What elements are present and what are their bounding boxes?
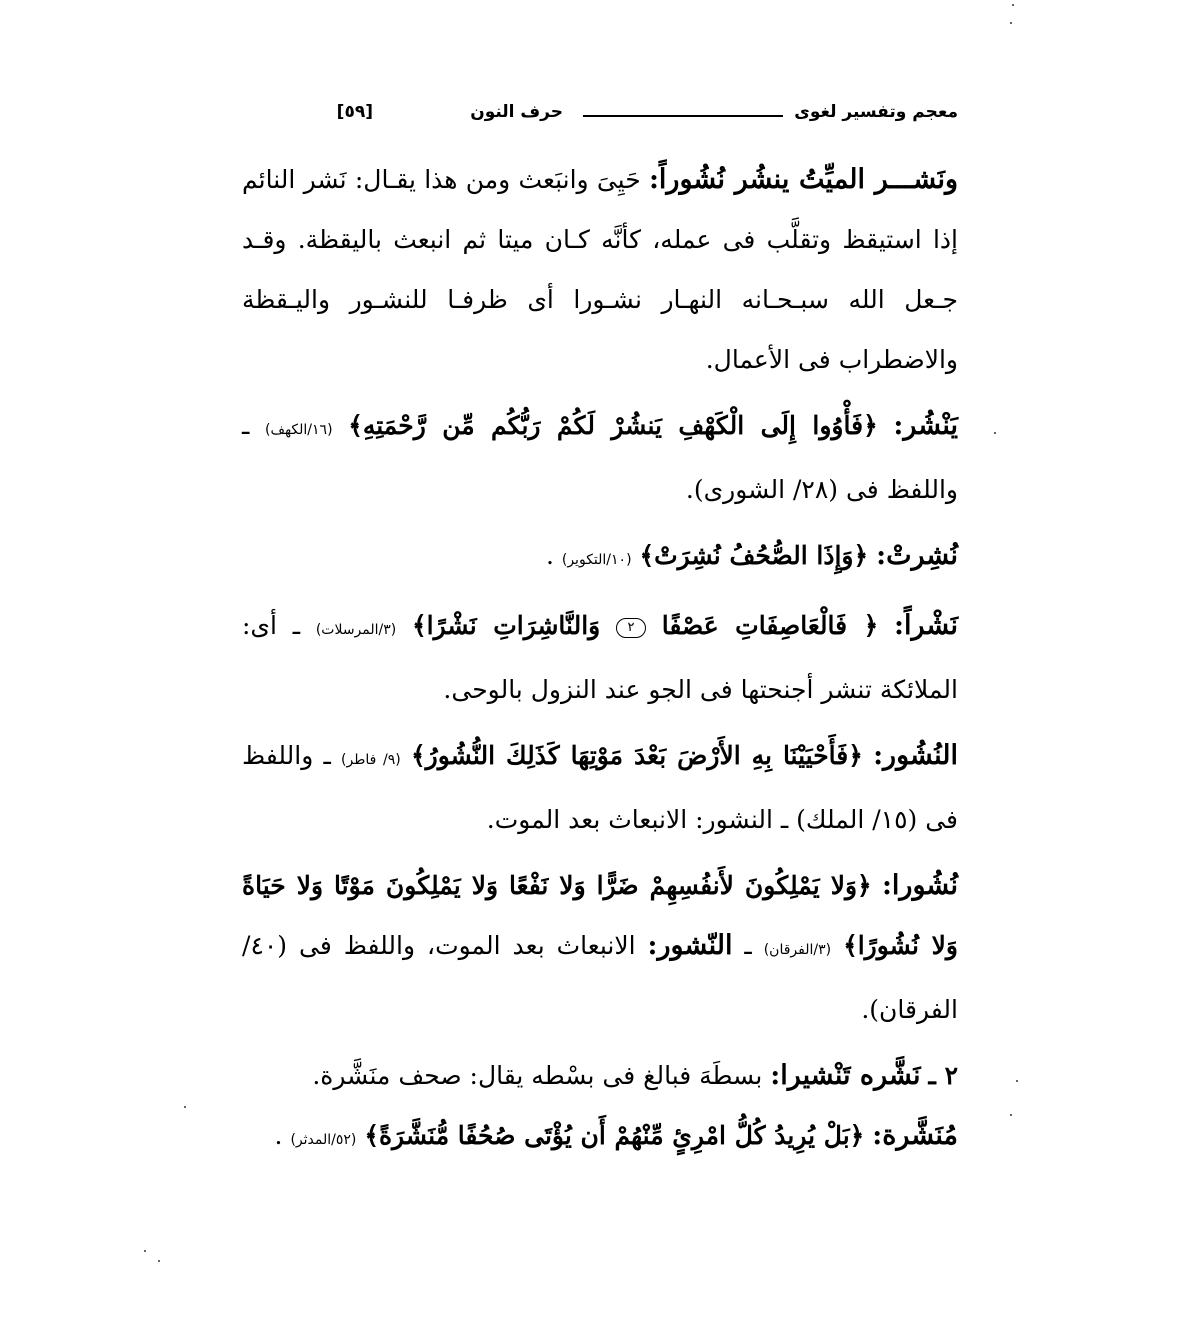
verse-reference: (٣/الفرقان) xyxy=(763,942,832,958)
definition: بسطَهَ فبالغ فى بسْطه يقال: صحف منَشَّرة. xyxy=(312,1061,763,1090)
quran-verse: ﴿فَأْوُوا إِلَى الْكَهْفِ يَنشُرْ لَكُمْ رَبُّكُم مِّن رَّحْمَتِهِ﴾ xyxy=(348,411,878,440)
page-body xyxy=(242,150,958,1170)
quran-verse: ﴿فَأَحْيَيْنَا بِهِ الأَرْضَ بَعْدَ مَوْتِهَا كَذَلِكَ النُّشُورُ﴾ xyxy=(410,741,863,770)
quran-verse: ﴿وَإِذَا الصُّحُفُ نُشِرَتْ﴾ xyxy=(639,541,869,570)
paragraph-nashran xyxy=(242,596,958,720)
paragraph-alnushur xyxy=(242,726,958,850)
scan-speck xyxy=(994,432,996,434)
headword: نُشُورا: xyxy=(881,870,958,901)
verse-reference: (٣/المرسلات) xyxy=(315,622,397,638)
entry-number: ٢ ـ xyxy=(928,1061,958,1090)
page-number: [٥٩] xyxy=(336,102,373,122)
paragraph-yanshur xyxy=(242,396,958,520)
verse-reference: (٥٢/المدثر) xyxy=(290,1132,357,1148)
scan-speck xyxy=(1012,4,1014,6)
paragraph-nashsharahu xyxy=(242,1046,958,1106)
verse-reference: (٩/ فاطر) xyxy=(341,752,401,768)
quran-verse: ﴿ فَالْعَاصِفَاتِ عَصْفًا xyxy=(661,611,879,640)
definition: ـ واللفظ فى (١٥/ الملك) ـ النشور: الانبعاث بعد الموت. xyxy=(242,741,958,834)
definition: الانبعاث بعد الموت، واللفظ فى (٤٠/ الفرقان). xyxy=(242,931,958,1024)
quran-verse: ﴿بَلْ يُرِيدُ كُلُّ امْرِئٍ مِّنْهُمْ أَن يُؤْتَى صُحُفًا مُّنَشَّرَةً﴾ xyxy=(364,1121,865,1150)
paragraph-nashr xyxy=(242,150,958,390)
punctuation: . xyxy=(274,1121,283,1150)
section-title: حرف النون xyxy=(470,102,563,122)
verse-reference: (١٠/التكوير) xyxy=(561,552,632,568)
definition: حَيِىَ وانبَعث ومن هذا يقـال: نَشر النائم إذا استيقظ وتقلَّب فى عمله، كأنَّه كـان ميتا ثم انبعث باليقظة. وقـد جـعل الله سبـحـانه النهـار نشـورا أى ظرفـا للنشـور واليـقظة والاضطراب فى الأعمال. xyxy=(242,165,958,374)
punctuation: . xyxy=(545,541,554,570)
verse-number-marker: ٢ xyxy=(616,618,646,638)
quran-verse: ﴿وَلا يَمْلِكُونَ لأَنفُسِهِمْ ضَرًّا وَلا نَفْعًا وَلا يَمْلِكُونَ مَوْتًا وَلا حَيَاةً وَلا نُشُورًا﴾ xyxy=(242,871,958,960)
paragraph-nushuran xyxy=(242,856,958,1040)
paragraph-munashsharah xyxy=(242,1106,958,1170)
scan-speck xyxy=(1010,1114,1012,1116)
definition: ـ واللفظ فى (٢٨/ الشورى). xyxy=(242,411,958,504)
headword: مُنَشَّرة: xyxy=(872,1120,958,1151)
headword: ونَشـــر الميِّتُ ينشُر نُشُوراً: xyxy=(648,164,958,195)
verse-reference: (١٦/الكهف) xyxy=(265,422,333,438)
dash: ـ xyxy=(744,931,752,960)
book-title: معجم وتفسير لغوى xyxy=(794,102,958,122)
scan-speck xyxy=(158,1260,160,1262)
headword: نَشْراً: xyxy=(894,610,959,641)
headword: النّشور: xyxy=(647,930,733,961)
headword: النُشُور: xyxy=(873,740,958,771)
scan-speck xyxy=(184,1106,186,1108)
quran-verse: وَالنَّاشِرَاتِ نَشْرًا﴾ xyxy=(412,611,601,640)
scan-speck xyxy=(1010,22,1012,24)
header-rule xyxy=(583,115,783,117)
definition: ـ أى: الملائكة تنشر أجنحتها فى الجو عند النزول بالوحى. xyxy=(242,611,958,704)
headword: يَنْشُر: xyxy=(893,410,959,441)
paragraph-nushirat xyxy=(242,526,958,590)
headword: نُشِرتْ: xyxy=(876,540,958,571)
running-header xyxy=(240,98,958,134)
scan-speck xyxy=(1016,1080,1018,1082)
headword: نَشَّره تَنْشيرا: xyxy=(770,1060,921,1091)
scan-speck xyxy=(144,1250,146,1252)
